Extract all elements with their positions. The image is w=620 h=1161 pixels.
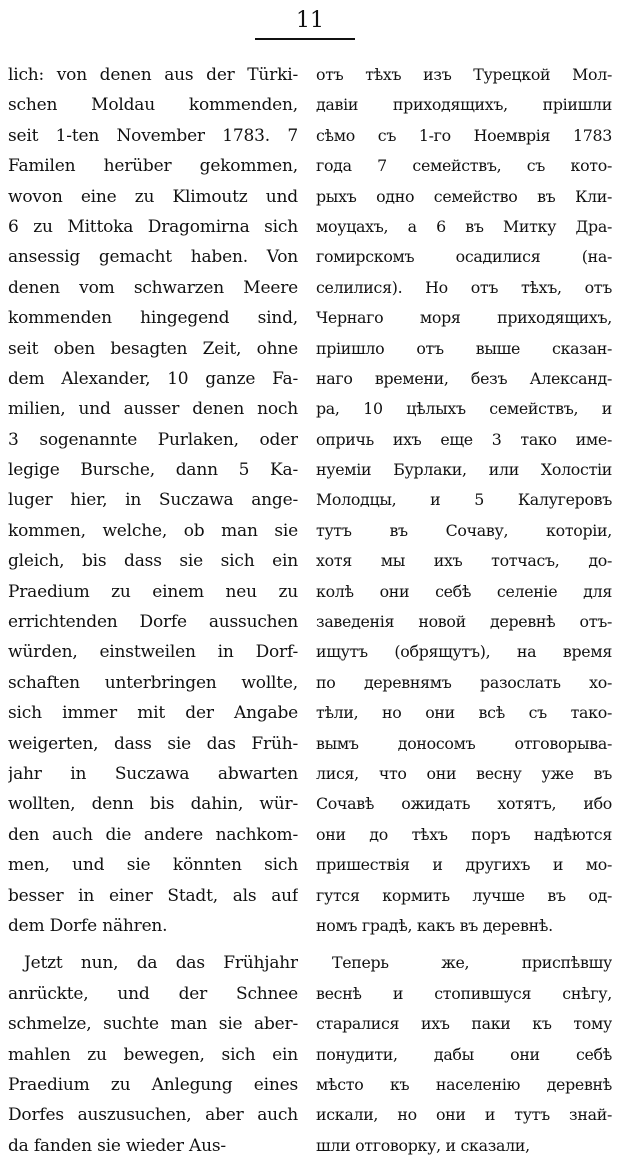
text-line: давіи приходящихъ, пріишли <box>316 95 612 115</box>
german-paragraph-1 <box>8 60 298 941</box>
text-line: моуцахъ, а 6 въ Митку Дра- <box>316 216 612 236</box>
text-line: errichtenden Dorfe aussuchen <box>8 612 298 633</box>
text-line: kommen, welche, ob man sie <box>8 520 298 541</box>
text-line: kommenden hingegend sind, <box>8 308 298 329</box>
text-line: вымъ доносомъ отговорыва- <box>316 733 612 753</box>
text-line: номъ градѣ, какъ въ деревнѣ. <box>316 915 553 935</box>
german-paragraph-2 <box>8 948 298 1161</box>
text-line: ищутъ (обрящутъ), на время <box>316 642 612 662</box>
russian-paragraph-2 <box>316 948 612 1161</box>
text-line: Теперь же, приспѣвшу <box>332 953 612 973</box>
text-line: 3 sogenannte Purlaken, oder <box>8 429 298 450</box>
text-line: jahr in Suczawa abwarten <box>8 763 298 784</box>
text-line: мѣсто къ населенію деревнѣ <box>316 1074 612 1094</box>
text-line: dem Dorfe nähren. <box>8 915 168 936</box>
text-line: weigerten, dass sie das Früh- <box>8 733 298 754</box>
german-column <box>8 60 298 1161</box>
text-line: Сочавѣ ожидать хотятъ, ибо <box>316 794 612 814</box>
text-line: тѣли, но они всѣ съ тако- <box>316 703 612 723</box>
header-rule <box>255 38 355 40</box>
text-line: Чернаго моря приходящихъ, <box>316 308 612 328</box>
text-line: искали, но они и тутъ знай- <box>316 1105 612 1125</box>
text-line: нуеміи Бурлаки, или Холостіи <box>316 460 612 480</box>
text-line: lich: von denen aus der Türki- <box>8 65 298 85</box>
text-line: würden, einstweilen in Dorf- <box>8 642 298 663</box>
text-line: веснѣ и стопившуся снѣгу, <box>316 983 612 1003</box>
text-line: milien, und ausser denen noch <box>8 399 298 420</box>
text-line: ра, 10 цѣлыхъ семействъ, и <box>316 399 612 419</box>
text-line: пришествія и другихъ и мо- <box>316 855 612 875</box>
text-line: da fanden sie wieder Aus- <box>8 1135 226 1156</box>
russian-column <box>316 60 612 1161</box>
text-line: рыхъ одно семейство въ Кли- <box>316 186 612 206</box>
russian-paragraph-1 <box>316 60 612 941</box>
text-line: anrückte, und der Schnee <box>8 983 298 1004</box>
text-line: luger hier, in Suczawa ange- <box>8 490 298 511</box>
text-line: Jetzt nun, da das Frühjahr <box>24 953 298 974</box>
text-line: пріишло отъ выше сказан- <box>316 338 612 358</box>
text-line: men, und sie könnten sich <box>8 855 298 876</box>
text-line: denen vom schwarzen Meere <box>8 277 298 298</box>
text-line: seit 1-ten November 1783. 7 <box>8 125 298 146</box>
text-line: 6 zu Mittoka Dragomirna sich <box>8 216 298 237</box>
text-line: Молодцы, и 5 Калугеровъ <box>316 490 612 510</box>
text-line: опричь ихъ еще 3 тако име- <box>316 429 612 449</box>
text-line: понудити, дабы они себѣ <box>316 1044 612 1064</box>
text-line: отъ тѣхъ изъ Турецкой Мол- <box>316 65 612 84</box>
page-number: 11 <box>296 8 324 33</box>
text-line: legige Bursche, dann 5 Ka- <box>8 460 298 481</box>
text-line: ansessig gemacht haben. Von <box>8 247 298 268</box>
text-line: besser in einer Stadt, als auf <box>8 885 298 906</box>
text-line: хотя мы ихъ тотчасъ, до- <box>316 551 612 571</box>
text-line: старалися ихъ паки къ тому <box>316 1014 612 1034</box>
text-line: по деревнямъ разослать хо- <box>316 672 612 692</box>
text-line: лися, что они весну уже въ <box>316 763 612 783</box>
text-line: селилися). Но отъ тѣхъ, отъ <box>316 277 612 297</box>
text-line: gleich, bis dass sie sich ein <box>8 551 298 572</box>
text-line: dem Alexander, 10 ganze Fa- <box>8 368 298 389</box>
text-line: den auch die andere nachkom- <box>8 824 298 845</box>
text-line: сѣмо съ 1-го Ноемврія 1783 <box>316 125 612 145</box>
text-line: wovon eine zu Klimoutz und <box>8 186 298 207</box>
text-line: колѣ они себѣ селеніе для <box>316 581 612 601</box>
text-line: schmelze, suchte man sie aber- <box>8 1014 298 1035</box>
text-line: Dorfes auszusuchen, aber auch <box>8 1105 298 1126</box>
text-line: гомирскомъ осадилися (на- <box>316 247 612 267</box>
text-line: schaften unterbringen wollte, <box>8 672 298 693</box>
text-line: года 7 семействъ, съ кото- <box>316 156 612 176</box>
text-line: sich immer mit der Angabe <box>8 703 298 724</box>
text-line: seit oben besagten Zeit, ohne <box>8 338 298 359</box>
text-line: они до тѣхъ поръ надѣются <box>316 824 612 844</box>
text-line: Praedium zu Anlegung eines <box>8 1074 298 1095</box>
text-line: Familen herüber gekommen, <box>8 156 298 177</box>
text-line: Praedium zu einem neu zu <box>8 581 298 602</box>
text-line: заведенія новой деревнѣ отъ- <box>316 612 612 632</box>
text-line: mahlen zu bewegen, sich ein <box>8 1044 298 1065</box>
text-line: наго времени, безъ Александ- <box>316 368 612 388</box>
text-line: шли отговорку, и сказали, <box>316 1135 530 1155</box>
text-line: wollten, denn bis dahin, wür- <box>8 794 298 815</box>
text-line: schen Moldau kommenden, <box>8 95 298 116</box>
text-line: гутся кормить лучше въ од- <box>316 885 612 905</box>
text-line: тутъ въ Сочаву, которіи, <box>316 520 612 540</box>
